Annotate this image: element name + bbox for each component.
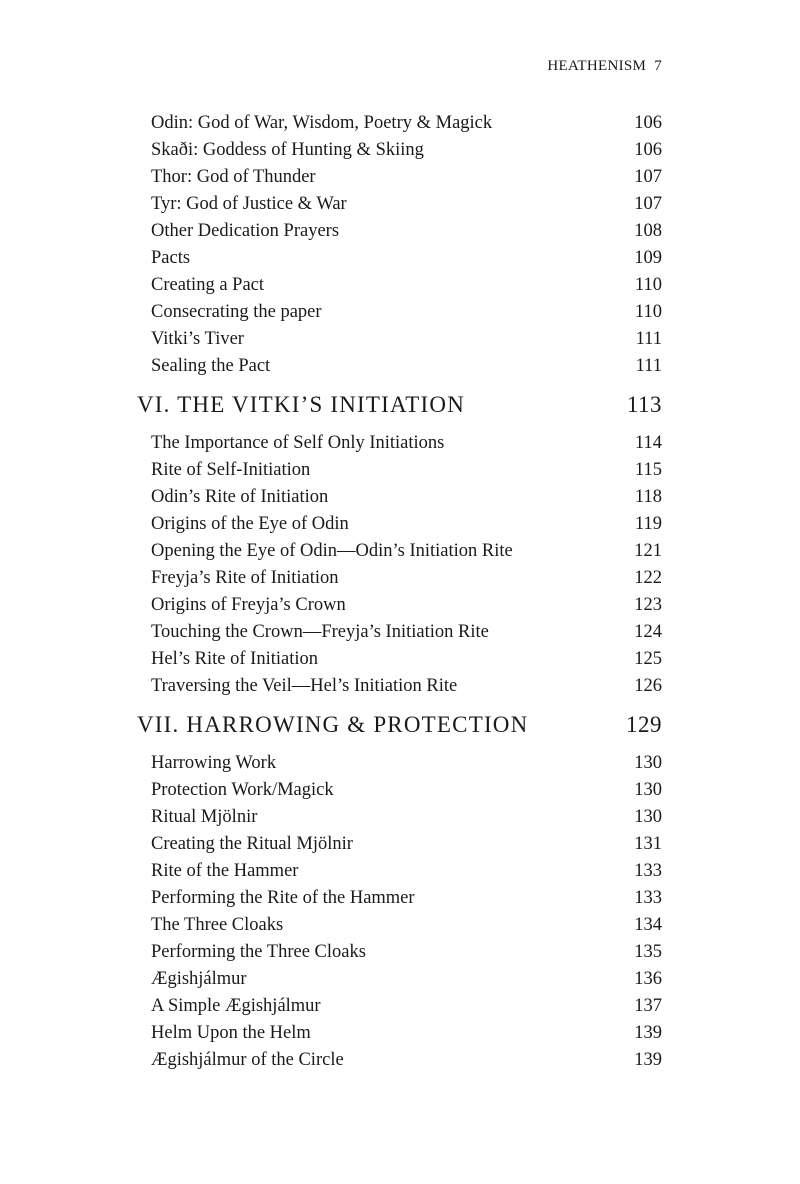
toc-entry-page-number: 130 [634, 753, 662, 773]
toc-entry [0, 646, 800, 673]
chapter-heading [0, 380, 800, 430]
toc-entry [0, 939, 800, 966]
chapter-title: VI. THE VITKI’S INITIATION [137, 392, 466, 417]
chapter-page-number: 113 [626, 392, 662, 417]
toc-entry-page-number: 121 [634, 541, 662, 561]
toc-entry-title: Vitki’s Tiver [151, 329, 244, 349]
toc-entry [0, 353, 800, 380]
toc-entry-page-number: 133 [634, 861, 662, 881]
toc-entry [0, 191, 800, 218]
toc-entry-title: A Simple Ægishjálmur [151, 996, 321, 1016]
toc-entry [0, 511, 800, 538]
toc-entry-title: Rite of the Hammer [151, 861, 299, 881]
toc-entry-title: Traversing the Veil—Hel’s Initiation Rite [151, 676, 458, 696]
chapter-heading [0, 700, 800, 750]
toc-entry-page-number: 115 [634, 460, 662, 480]
toc-entry [0, 750, 800, 777]
toc-entry-page-number: 134 [634, 915, 662, 935]
toc-entry-title: Odin: God of War, Wisdom, Poetry & Magick [151, 113, 493, 133]
running-head-title: HEATHENISM [547, 58, 647, 74]
toc-entry [0, 619, 800, 646]
toc-entry-page-number: 118 [634, 487, 662, 507]
toc-entry-page-number: 107 [634, 167, 662, 187]
toc-entry [0, 299, 800, 326]
running-head [0, 58, 662, 75]
toc-entry-title: Thor: God of Thunder [151, 167, 316, 187]
toc-entry-title: Pacts [151, 248, 191, 268]
toc-entry-title: Rite of Self-Initiation [151, 460, 311, 480]
toc-entry-page-number: 131 [634, 834, 662, 854]
toc-entry-title: Hel’s Rite of Initiation [151, 649, 318, 669]
toc-entry-title: Ægishjálmur of the Circle [151, 1050, 344, 1070]
toc-entry-title: Other Dedication Prayers [151, 221, 340, 241]
toc-entry-title: The Three Cloaks [151, 915, 284, 935]
toc-entry-page-number: 130 [634, 807, 662, 827]
toc-entry [0, 430, 800, 457]
toc-entry [0, 673, 800, 700]
toc-entry [0, 777, 800, 804]
toc-entry-page-number: 125 [634, 649, 662, 669]
toc-entry [0, 831, 800, 858]
toc-entry-page-number: 119 [634, 514, 662, 534]
toc-entry-title: Performing the Rite of the Hammer [151, 888, 415, 908]
toc-entry [0, 993, 800, 1020]
toc-entry-title: Opening the Eye of Odin—Odin’s Initiation Rite [151, 541, 513, 561]
toc-entry-page-number: 111 [635, 356, 662, 376]
toc-entry [0, 484, 800, 511]
table-of-contents [0, 110, 800, 1074]
toc-entry-title: Harrowing Work [151, 753, 277, 773]
toc-entry-title: Sealing the Pact [151, 356, 271, 376]
toc-entry-page-number: 137 [634, 996, 662, 1016]
toc-entry-title: Helm Upon the Helm [151, 1023, 311, 1043]
toc-entry [0, 966, 800, 993]
toc-entry-title: Performing the Three Cloaks [151, 942, 366, 962]
toc-entry [0, 804, 800, 831]
running-head-page-number: 7 [654, 58, 662, 74]
toc-entry-title: Odin’s Rite of Initiation [151, 487, 329, 507]
toc-entry-page-number: 114 [634, 433, 662, 453]
toc-entry-page-number: 139 [634, 1023, 662, 1043]
toc-entry [0, 565, 800, 592]
toc-entry [0, 272, 800, 299]
toc-entry [0, 1020, 800, 1047]
toc-entry-title: Ægishjálmur [151, 969, 247, 989]
toc-entry-page-number: 109 [634, 248, 662, 268]
toc-entry [0, 110, 800, 137]
toc-entry-page-number: 110 [634, 302, 662, 322]
toc-entry-page-number: 130 [634, 780, 662, 800]
toc-entry-page-number: 108 [634, 221, 662, 241]
toc-entry [0, 538, 800, 565]
toc-entry [0, 164, 800, 191]
toc-entry [0, 245, 800, 272]
toc-entry [0, 592, 800, 619]
toc-entry [0, 457, 800, 484]
toc-entry-page-number: 133 [634, 888, 662, 908]
toc-entry [0, 137, 800, 164]
toc-entry-page-number: 136 [634, 969, 662, 989]
toc-entry-page-number: 122 [634, 568, 662, 588]
toc-entry-title: Skaði: Goddess of Hunting & Skiing [151, 140, 424, 160]
toc-entry-title: Protection Work/Magick [151, 780, 334, 800]
toc-entry-title: Freyja’s Rite of Initiation [151, 568, 339, 588]
toc-entry-page-number: 135 [634, 942, 662, 962]
toc-entry [0, 326, 800, 353]
toc-entry-title: Tyr: God of Justice & War [151, 194, 347, 214]
toc-entry-page-number: 107 [634, 194, 662, 214]
toc-entry-page-number: 106 [634, 113, 662, 133]
toc-entry [0, 885, 800, 912]
chapter-page-number: 129 [626, 712, 662, 737]
toc-entry-title: Creating a Pact [151, 275, 265, 295]
toc-entry-page-number: 110 [634, 275, 662, 295]
toc-entry-title: Origins of Freyja’s Crown [151, 595, 346, 615]
toc-entry-title: Origins of the Eye of Odin [151, 514, 349, 534]
toc-entry-page-number: 124 [634, 622, 662, 642]
toc-entry-page-number: 106 [634, 140, 662, 160]
toc-entry [0, 1047, 800, 1074]
toc-entry [0, 912, 800, 939]
toc-entry-title: Creating the Ritual Mjölnir [151, 834, 353, 854]
toc-entry-title: Consecrating the paper [151, 302, 322, 322]
toc-entry-page-number: 126 [634, 676, 662, 696]
toc-entry [0, 218, 800, 245]
toc-entry-title: The Importance of Self Only Initiations [151, 433, 445, 453]
chapter-title: VII. HARROWING & PROTECTION [137, 712, 529, 737]
toc-entry-title: Touching the Crown—Freyja’s Initiation Rite [151, 622, 489, 642]
toc-entry-page-number: 139 [634, 1050, 662, 1070]
toc-entry [0, 858, 800, 885]
toc-entry-page-number: 111 [635, 329, 662, 349]
toc-entry-title: Ritual Mjölnir [151, 807, 258, 827]
toc-entry-page-number: 123 [634, 595, 662, 615]
